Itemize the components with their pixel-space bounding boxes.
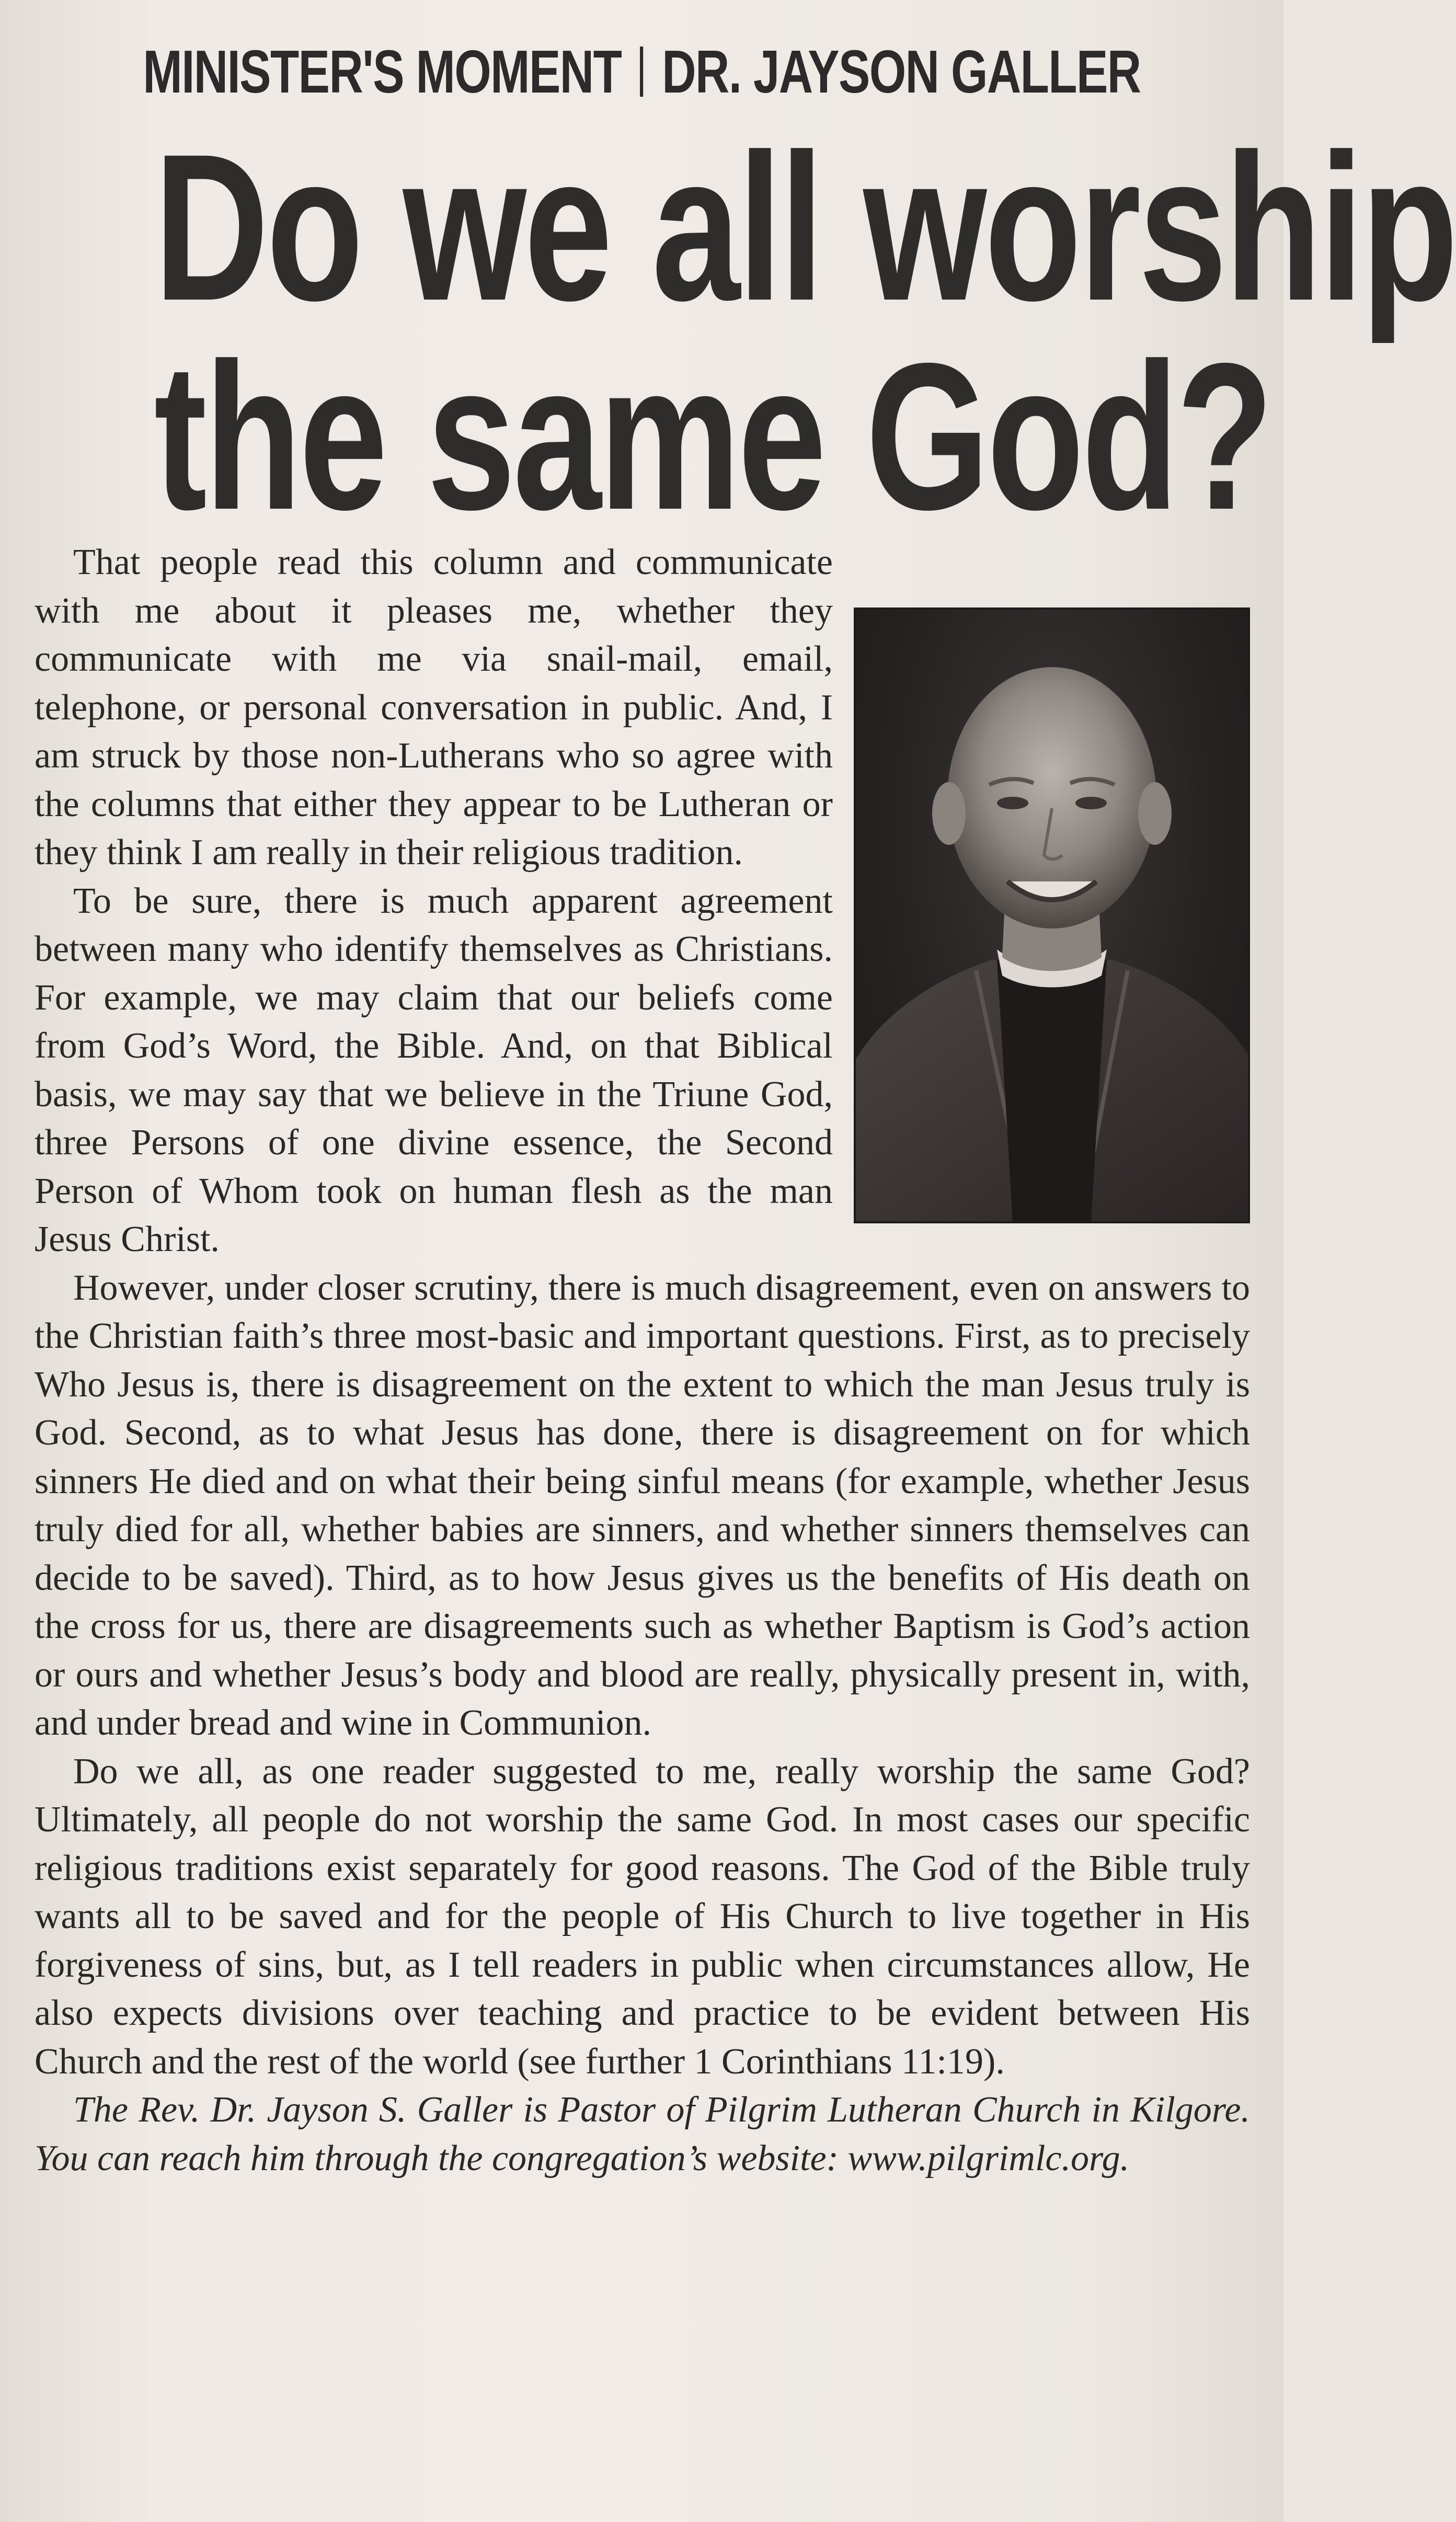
article-paragraph-1: That people read this column and communicate with me about it pleases me, whether they communicate with me via snail-mail, email, telephone, or personal conversation in public. And, I am struck by those non-Lutherans who so agree with the columns that either they appear to be Lutheran or they think I am really in their religious tradition. bbox=[35, 542, 833, 873]
column-name: MINISTER'S MOMENT bbox=[143, 38, 622, 106]
article-paragraph-4: Do we all, as one reader suggested to me, really worship the same God? Ultimately, all people do not worship the same God. In most cases our specific religious traditions exist separately for good reasons. The God of the Bible truly wants all to be saved and for the people of His Church to live together in His forgiveness of sins, but, as I tell readers in public when circumstances allow, He also expects divisions over teaching and practice to be evident between His Church and the rest of the world (see further 1 Corinthians 11:19). bbox=[35, 1751, 1250, 2082]
article-paragraph-3: However, under closer scrutiny, there is much disagreement, even on answers to the Christian faith’s three most-basic and important questions. First, as to precisely Who Jesus is, there is disagreement on the extent to which the man Jesus truly is God. Second, as to what Jesus has done, there is disagreement on for which sinners He died and on what their being sinful means (for example, whether Jesus truly died for all, whether babies are sinners, and whether sinners themselves can decide to be saved). Third, as to how Jesus gives us the benefits of His death on the cross for us, there are disagreements such as whether Baptism is God’s action or ours and whether Jesus’s body and blood are really, physically present in, with, and under bread and wine in Communion. bbox=[35, 1267, 1250, 1743]
headline-line-1: Do we all worship bbox=[154, 110, 1456, 344]
portrait-image bbox=[856, 610, 1248, 1221]
article-paragraph-2: To be sure, there is much apparent agreement between many who identify themselves as Christians. For example, we may claim that our beliefs come from God’s Word, the Bible. And, on that Biblical basis, we may say that we believe in the Triune God, three Persons of one divine essence, the Second Person of Whom took on human flesh as the man Jesus Christ. bbox=[35, 880, 833, 1259]
headline-line-2: the same God? bbox=[154, 319, 1271, 553]
author-name: DR. JAYSON GALLER bbox=[662, 38, 1141, 106]
article-headline bbox=[154, 110, 1456, 553]
author-bio: The Rev. Dr. Jayson S. Galler is Pastor of Pilgrim Lutheran Church in Kilgore. You can reach him through the congregation’s website: www.pilgrimlc.org. bbox=[35, 2090, 1250, 2179]
kicker-divider bbox=[640, 47, 643, 97]
author-photo bbox=[854, 607, 1250, 1223]
column-kicker bbox=[141, 37, 1142, 107]
article-body bbox=[35, 538, 1250, 2183]
